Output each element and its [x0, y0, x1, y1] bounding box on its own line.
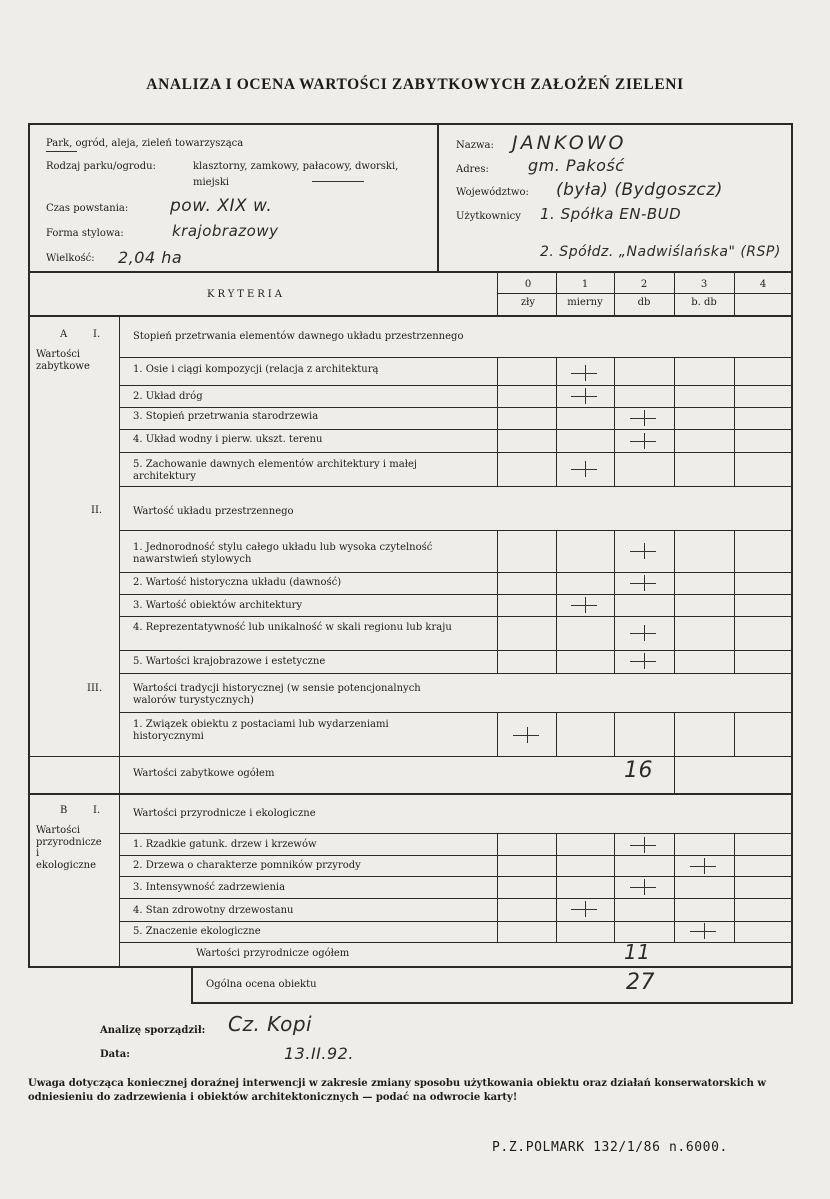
group-a1-title-line	[120, 357, 793, 358]
item-a3-1: 1. Związek obiektu z postaciami lub wydarzeniami historycznymi	[133, 719, 389, 742]
score-mark-a1-1	[570, 365, 600, 381]
users-value-2: 2. Spółdz. „Nadwiślańska" (RSP)	[540, 244, 781, 260]
scale-2-desc: db	[637, 297, 651, 308]
group-b-title: Wartości przyrodnicze i ekologiczne	[133, 808, 316, 819]
score-mark-b-3	[629, 879, 659, 895]
footer-code: P.Z.POLMARK 132/1/86 n.6000.	[492, 1140, 728, 1155]
group-a1-bottom	[120, 486, 793, 487]
grid-a2-c3	[674, 531, 675, 674]
style-label: Forma stylowa:	[46, 228, 124, 239]
group-a2-title-line	[120, 530, 793, 531]
kind-label: Rodzaj parku/ogrodu:	[46, 161, 156, 172]
row-line	[120, 616, 793, 617]
voivodeship-label: Województwo:	[456, 187, 529, 198]
item-a2-3: 3. Wartość obiektów architektury	[133, 600, 303, 611]
scale-1-num: 1	[581, 279, 589, 290]
score-mark-a1-3	[629, 410, 659, 426]
scale-0-desc: zły	[520, 297, 536, 308]
grid-col-0-head	[497, 272, 498, 315]
grid-a2-c4	[734, 531, 735, 674]
group-a2-title: Wartość układu przestrzennego	[133, 506, 294, 517]
score-mark-b-1	[629, 837, 659, 853]
address-label: Adres:	[456, 164, 489, 175]
name-value: JANKOWO	[512, 132, 627, 154]
scale-1-desc: mierny	[567, 297, 603, 308]
grid-a3-c0	[497, 713, 498, 756]
section-a-roman-1: I.	[93, 329, 101, 340]
users-value-1: 1. Spółka EN-BUD	[540, 205, 682, 223]
kind-options: klasztorny, zamkowy, pałacowy, dworski,	[193, 161, 399, 172]
score-mark-b-5	[689, 923, 719, 939]
score-mark-a2-4	[629, 625, 659, 641]
section-a-letter: A	[60, 329, 68, 340]
item-a1-2: 2. Układ dróg	[133, 391, 203, 402]
section-a-bottom	[29, 793, 792, 795]
scale-2-num: 2	[640, 279, 648, 290]
date-value: 13.II.92.	[284, 1044, 354, 1063]
note-text: Uwaga dotycząca koniecznej doraźnej interwencji w zakresie zmiany sposobu użytkowania obiektu oraz działań konserwatorskich w odniesieniu do zadrzewienia i obiektów architektonicznych — podać na odwrocie karty!	[28, 1078, 766, 1103]
row-line	[120, 855, 793, 856]
park-type-label: Park, ogród, aleja, zieleń towarzysząca	[46, 138, 244, 149]
section-b-roman: I.	[93, 805, 101, 816]
kind-selected-underline	[312, 181, 364, 182]
grid-a-total-sep	[674, 756, 675, 794]
prepared-by-signature: Cz. Kopi	[228, 1012, 313, 1036]
header-bottom-line	[29, 271, 792, 273]
grid-a2-c1	[556, 531, 557, 674]
period-label: Czas powstania:	[46, 203, 129, 214]
item-b-3: 3. Intensywność zadrzewienia	[133, 882, 286, 893]
group-b-bottom	[120, 942, 793, 943]
grid-a1-c1	[556, 358, 557, 486]
kind-options-2: miejski	[193, 177, 230, 188]
criteria-scale-line	[497, 293, 793, 294]
header-divider	[437, 124, 439, 272]
period-value: pow. XIX w.	[170, 196, 273, 216]
item-b-2: 2. Drzewa o charakterze pomników przyrody	[133, 860, 361, 871]
grid-col-3-head	[674, 272, 675, 315]
score-mark-a3-1	[512, 727, 542, 743]
section-b-name: Wartości przyrodnicze i ekologiczne	[36, 825, 102, 871]
grid-b-c0	[497, 834, 498, 942]
form-title: ANALIZA I OCENA WARTOŚCI ZABYTKOWYCH ZAŁOŻEŃ ZIELENI	[146, 76, 684, 93]
section-a-total-value: 16	[624, 758, 653, 783]
grid-a3-c3	[674, 713, 675, 756]
grid-a1-c4	[734, 358, 735, 486]
grid-a3-c1	[556, 713, 557, 756]
scale-4-num: 4	[759, 279, 767, 290]
grid-a2-c0	[497, 531, 498, 674]
criteria-bottom-line	[29, 315, 792, 317]
group-a3-bottom	[29, 756, 792, 757]
row-line	[120, 876, 793, 877]
grid-col-2-head	[614, 272, 615, 315]
grid-a2-c2	[614, 531, 615, 674]
row-line	[120, 407, 793, 408]
row-line	[120, 650, 793, 651]
grid-a1-c2	[614, 358, 615, 486]
overall-value: 27	[626, 970, 655, 995]
users-label: Użytkownicy	[456, 211, 521, 222]
item-a2-5: 5. Wartości krajobrazowe i estetyczne	[133, 656, 326, 667]
grid-col-1-head	[556, 272, 557, 315]
park-underline	[46, 151, 77, 152]
scale-3-desc: b. db	[691, 297, 717, 308]
item-a2-2: 2. Wartość historyczna układu (dawność)	[133, 577, 342, 588]
grid-a1-c3	[674, 358, 675, 486]
item-a1-1: 1. Osie i ciągi kompozycji (relacja z architekturą	[133, 364, 379, 375]
row-line	[120, 594, 793, 595]
name-label: Nazwa:	[456, 140, 494, 151]
criteria-label: KRYTERIA	[207, 289, 285, 300]
grid-b-c4	[734, 834, 735, 942]
style-value: krajobrazowy	[172, 222, 279, 240]
row-line	[120, 898, 793, 899]
section-a-total-label: Wartości zabytkowe ogółem	[133, 768, 275, 779]
grid-b-c1	[556, 834, 557, 942]
size-value: 2,04 ha	[118, 248, 183, 267]
section-a-name: Wartości zabytkowe	[36, 349, 90, 372]
grid-a1-c0	[497, 358, 498, 486]
section-a-roman-3: III.	[87, 683, 103, 694]
row-line	[120, 429, 793, 430]
grid-col-4-head	[734, 272, 735, 315]
grid-a3-c4	[734, 713, 735, 756]
group-a2-bottom	[120, 673, 793, 674]
voivodeship-value: (była) (Bydgoszcz)	[556, 180, 723, 200]
score-mark-a1-2	[570, 388, 600, 404]
item-a2-4: 4. Reprezentatywność lub unikalność w skali regionu lub kraju	[133, 622, 452, 633]
item-b-5: 5. Znaczenie ekologiczne	[133, 926, 261, 937]
score-mark-a1-5	[570, 461, 600, 477]
group-a1-title: Stopień przetrwania elementów dawnego układu przestrzennego	[133, 331, 464, 342]
left-column-divider	[119, 316, 120, 966]
row-line	[120, 385, 793, 386]
group-a3-title-line	[120, 712, 793, 713]
group-b-title-line	[120, 833, 793, 834]
section-a-roman-2: II.	[91, 505, 103, 516]
grid-a3-c2	[614, 713, 615, 756]
score-mark-a2-2	[629, 575, 659, 591]
row-line	[120, 572, 793, 573]
score-mark-a2-3	[570, 597, 600, 613]
item-a1-4: 4. Układ wodny i pierw. ukszt. terenu	[133, 434, 323, 445]
overall-label: Ogólna ocena obiektu	[206, 979, 317, 990]
date-label: Data:	[100, 1049, 130, 1060]
item-a1-5: 5. Zachowanie dawnych elementów architektury i małej architektury	[133, 459, 417, 482]
grid-b-c3	[674, 834, 675, 942]
score-mark-a1-4	[629, 433, 659, 449]
score-mark-b-2	[689, 858, 719, 874]
item-a2-1: 1. Jednorodność stylu całego układu lub wysoka czytelność nawarstwień stylowych	[133, 542, 433, 565]
row-line	[120, 452, 793, 453]
grid-b-c2	[614, 834, 615, 942]
section-b-total-label: Wartości przyrodnicze ogółem	[196, 948, 350, 959]
scale-3-num: 3	[700, 279, 708, 290]
item-a1-3: 3. Stopień przetrwania starodrzewia	[133, 411, 319, 422]
size-label: Wielkość:	[46, 253, 95, 264]
row-line	[120, 921, 793, 922]
score-mark-b-4	[570, 901, 600, 917]
group-a3-title: Wartości tradycji historycznej (w sensie potencjonalnych walorów turystycznych)	[133, 683, 421, 706]
section-b-total-value: 11	[624, 940, 651, 964]
item-b-4: 4. Stan zdrowotny drzewostanu	[133, 905, 294, 916]
address-value: gm. Pakość	[528, 156, 625, 175]
scale-0-num: 0	[524, 279, 532, 290]
score-mark-a2-1	[629, 543, 659, 559]
score-mark-a2-5	[629, 653, 659, 669]
section-b-letter: B	[60, 805, 68, 816]
prepared-by-label: Analizę sporządził:	[100, 1025, 206, 1036]
item-b-1: 1. Rzadkie gatunk. drzew i krzewów	[133, 839, 317, 850]
